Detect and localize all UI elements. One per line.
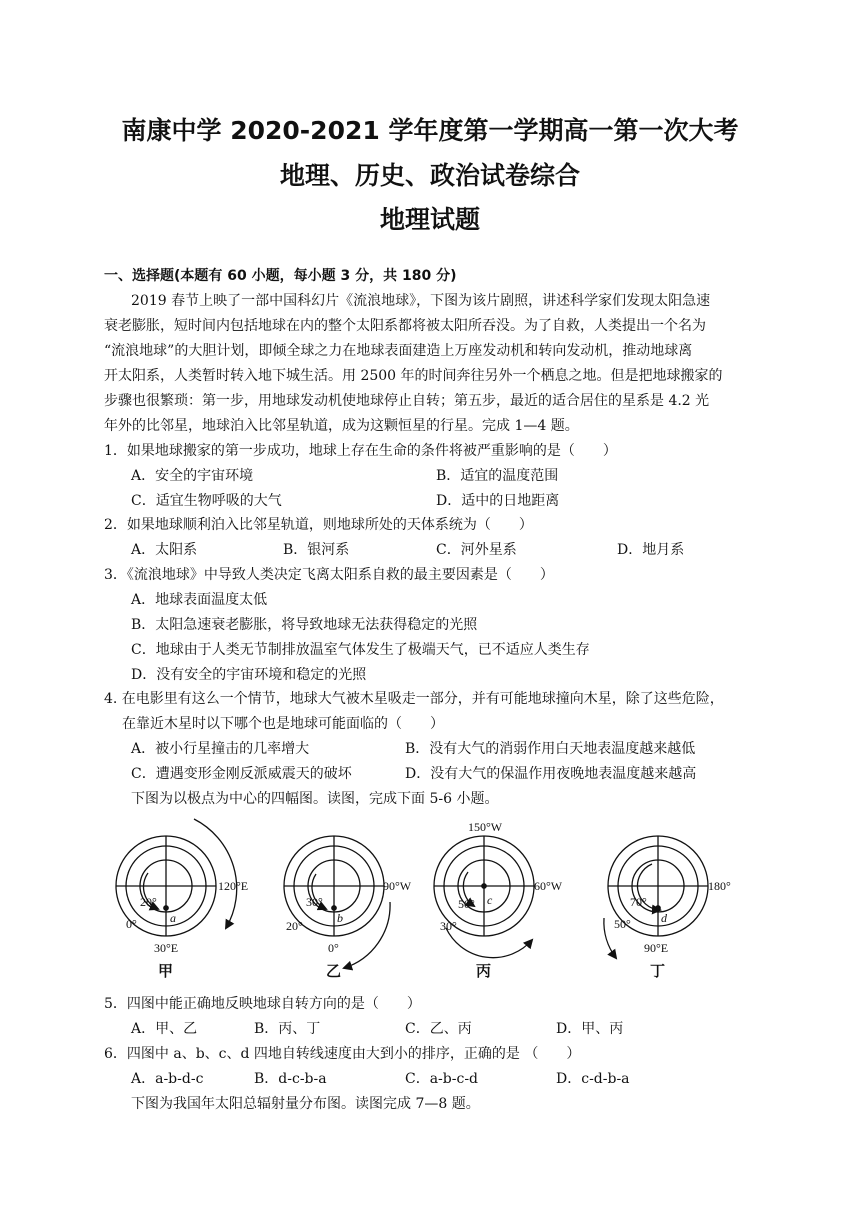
bing-point: c — [487, 893, 493, 907]
jia-inner-latitude: 20° — [140, 895, 157, 909]
q4-option-a: A．被小行星撞击的几率增大 — [131, 741, 310, 757]
exam-title: 南康中学 2020-2021 学年度第一学期高一第一次大考 — [121, 116, 739, 145]
q6-option-a: A．a-b-d-c — [131, 1071, 204, 1087]
question-6-stem: 6．四图中 a、b、c、d 四地自转线速度由大到小的排序，正确的是 （ ） — [104, 1046, 581, 1062]
polar-diagrams — [0, 810, 860, 990]
intro-q5-6: 下图为以极点为中心的四幅图。读图，完成下面 5-6 小题。 — [131, 791, 499, 807]
ding-label: 丁 — [650, 962, 666, 980]
ding-outer-latitude: 50° — [614, 917, 631, 931]
q2-option-d: D．地月系 — [617, 542, 685, 558]
q4-option-d: D．没有大气的保温作用夜晚地表温度越来越高 — [405, 766, 697, 782]
q1-option-b: B．适宜的温度范围 — [436, 468, 559, 484]
q3-option-d: D．没有安全的宇宙环境和稳定的光照 — [131, 667, 367, 683]
q3-option-c: C．地球由于人类无节制排放温室气体发生了极端天气，已不适应人类生存 — [131, 642, 590, 658]
q5-option-d: D．甲、丙 — [556, 1021, 624, 1037]
passage-line: 步骤也很繁琐：第一步，用地球发动机使地球停止自转；第五步，最近的适合居住的星系是 4.2 光 — [104, 393, 710, 409]
yi-inner-latitude: 30° — [306, 895, 323, 909]
jia-longitude-bottom: 30°E — [154, 941, 179, 955]
q1-option-c: C．适宜生物呼吸的大气 — [131, 493, 282, 509]
passage-line: 2019 春节上映了一部中国科幻片《流浪地球》，下图为该片剧照，讲述科学家们发现太阳急速 — [131, 293, 711, 309]
question-5-stem: 5．四图中能正确地反映地球自转方向的是（ ） — [104, 996, 421, 1012]
passage-line: “流浪地球”的大胆计划，即倾全球之力在地球表面建造上万座发动机和转向发动机，推动地球离 — [104, 343, 693, 359]
bing-longitude-right: 60°W — [534, 879, 563, 893]
ding-inner-latitude: 70° — [630, 895, 647, 909]
paper-title: 地理试题 — [379, 205, 480, 234]
question-1-stem: 1．如果地球搬家的第一步成功，地球上存在生命的条件将被严重影响的是（ ） — [104, 443, 617, 459]
passage-line: 年外的比邻星，地球泊入比邻星轨道，成为这颗恒星的行星。完成 1—4 题。 — [104, 418, 579, 434]
yi-longitude-right: 90°W — [383, 879, 412, 893]
diagram-bing — [434, 836, 534, 958]
q2-option-b: B．银河系 — [283, 542, 350, 558]
jia-longitude-right: 120°E — [218, 879, 249, 893]
bing-longitude-top: 150°W — [468, 820, 503, 834]
exam-subtitle: 地理、历史、政治试卷综合 — [279, 161, 580, 190]
ding-longitude-bottom: 90°E — [644, 941, 669, 955]
q5-option-a: A．甲、乙 — [131, 1021, 198, 1037]
q5-option-b: B．丙、丁 — [254, 1021, 321, 1037]
ding-longitude-right: 180° — [708, 879, 731, 893]
q1-option-a: A．安全的宇宙环境 — [131, 468, 254, 484]
question-2-stem: 2．如果地球顺利泊入比邻星轨道，则地球所处的天体系统为（ ） — [104, 517, 533, 533]
bing-inner-latitude: 50° — [458, 897, 475, 911]
ding-point: d — [661, 911, 667, 925]
intro-q7-8: 下图为我国年太阳总辐射量分布图。读图完成 7—8 题。 — [131, 1096, 480, 1112]
q6-option-d: D．c-d-b-a — [556, 1071, 630, 1087]
rotation-arrow — [194, 819, 237, 928]
section-heading: 一、选择题(本题有 60 小题，每小题 3 分，共 180 分) — [104, 268, 457, 284]
q3-option-a: A．地球表面温度太低 — [131, 592, 268, 608]
passage-line: 衰老膨胀，短时间内包括地球在内的整个太阳系都将被太阳所吞没。为了自救，人类提出一个名为 — [104, 318, 706, 334]
question-3-stem: 3．《流浪地球》中导致人类决定飞离太阳系自救的最主要因素是（ ） — [104, 567, 554, 583]
diagram-ding — [604, 836, 708, 958]
rotation-arrow — [344, 902, 390, 968]
jia-outer-latitude: 0° — [126, 917, 137, 931]
q6-option-b: B．d-c-b-a — [254, 1071, 327, 1087]
q2-option-c: C．河外星系 — [436, 542, 517, 558]
rotation-arrow — [446, 928, 532, 958]
jia-point: a — [170, 911, 176, 925]
jia-label: 甲 — [158, 962, 174, 980]
q5-option-c: C．乙、丙 — [405, 1021, 472, 1037]
yi-outer-latitude: 20° — [286, 919, 303, 933]
yi-longitude-bottom: 0° — [328, 941, 339, 955]
q4-option-b: B．没有大气的消弱作用白天地表温度越来越低 — [405, 741, 696, 757]
yi-label: 乙 — [326, 962, 342, 980]
passage-line: 开太阳系，人类暂时转入地下城生活。用 2500 年的时间奔往另外一个栖息之地。但是把地球搬家的 — [104, 368, 723, 384]
q4-option-c: C．遭遇变形金刚反派威震天的破坏 — [131, 766, 352, 782]
bing-label: 丙 — [476, 962, 492, 980]
q3-option-b: B．太阳急速衰老膨胀，将导致地球无法获得稳定的光照 — [131, 617, 478, 633]
q6-option-c: C．a-b-c-d — [405, 1071, 479, 1087]
question-4-stem: 4. 在电影里有这么一个情节，地球大气被木星吸走一部分，并有可能地球撞向木星，除了这些危险， — [104, 691, 724, 707]
q2-option-a: A．太阳系 — [131, 542, 198, 558]
question-4-stem-cont: 在靠近木星时以下哪个也是地球可能面临的（ ） — [122, 716, 444, 732]
yi-point: b — [337, 911, 343, 925]
bing-outer-latitude: 30° — [440, 919, 457, 933]
q1-option-d: D．适中的日地距离 — [436, 493, 560, 509]
